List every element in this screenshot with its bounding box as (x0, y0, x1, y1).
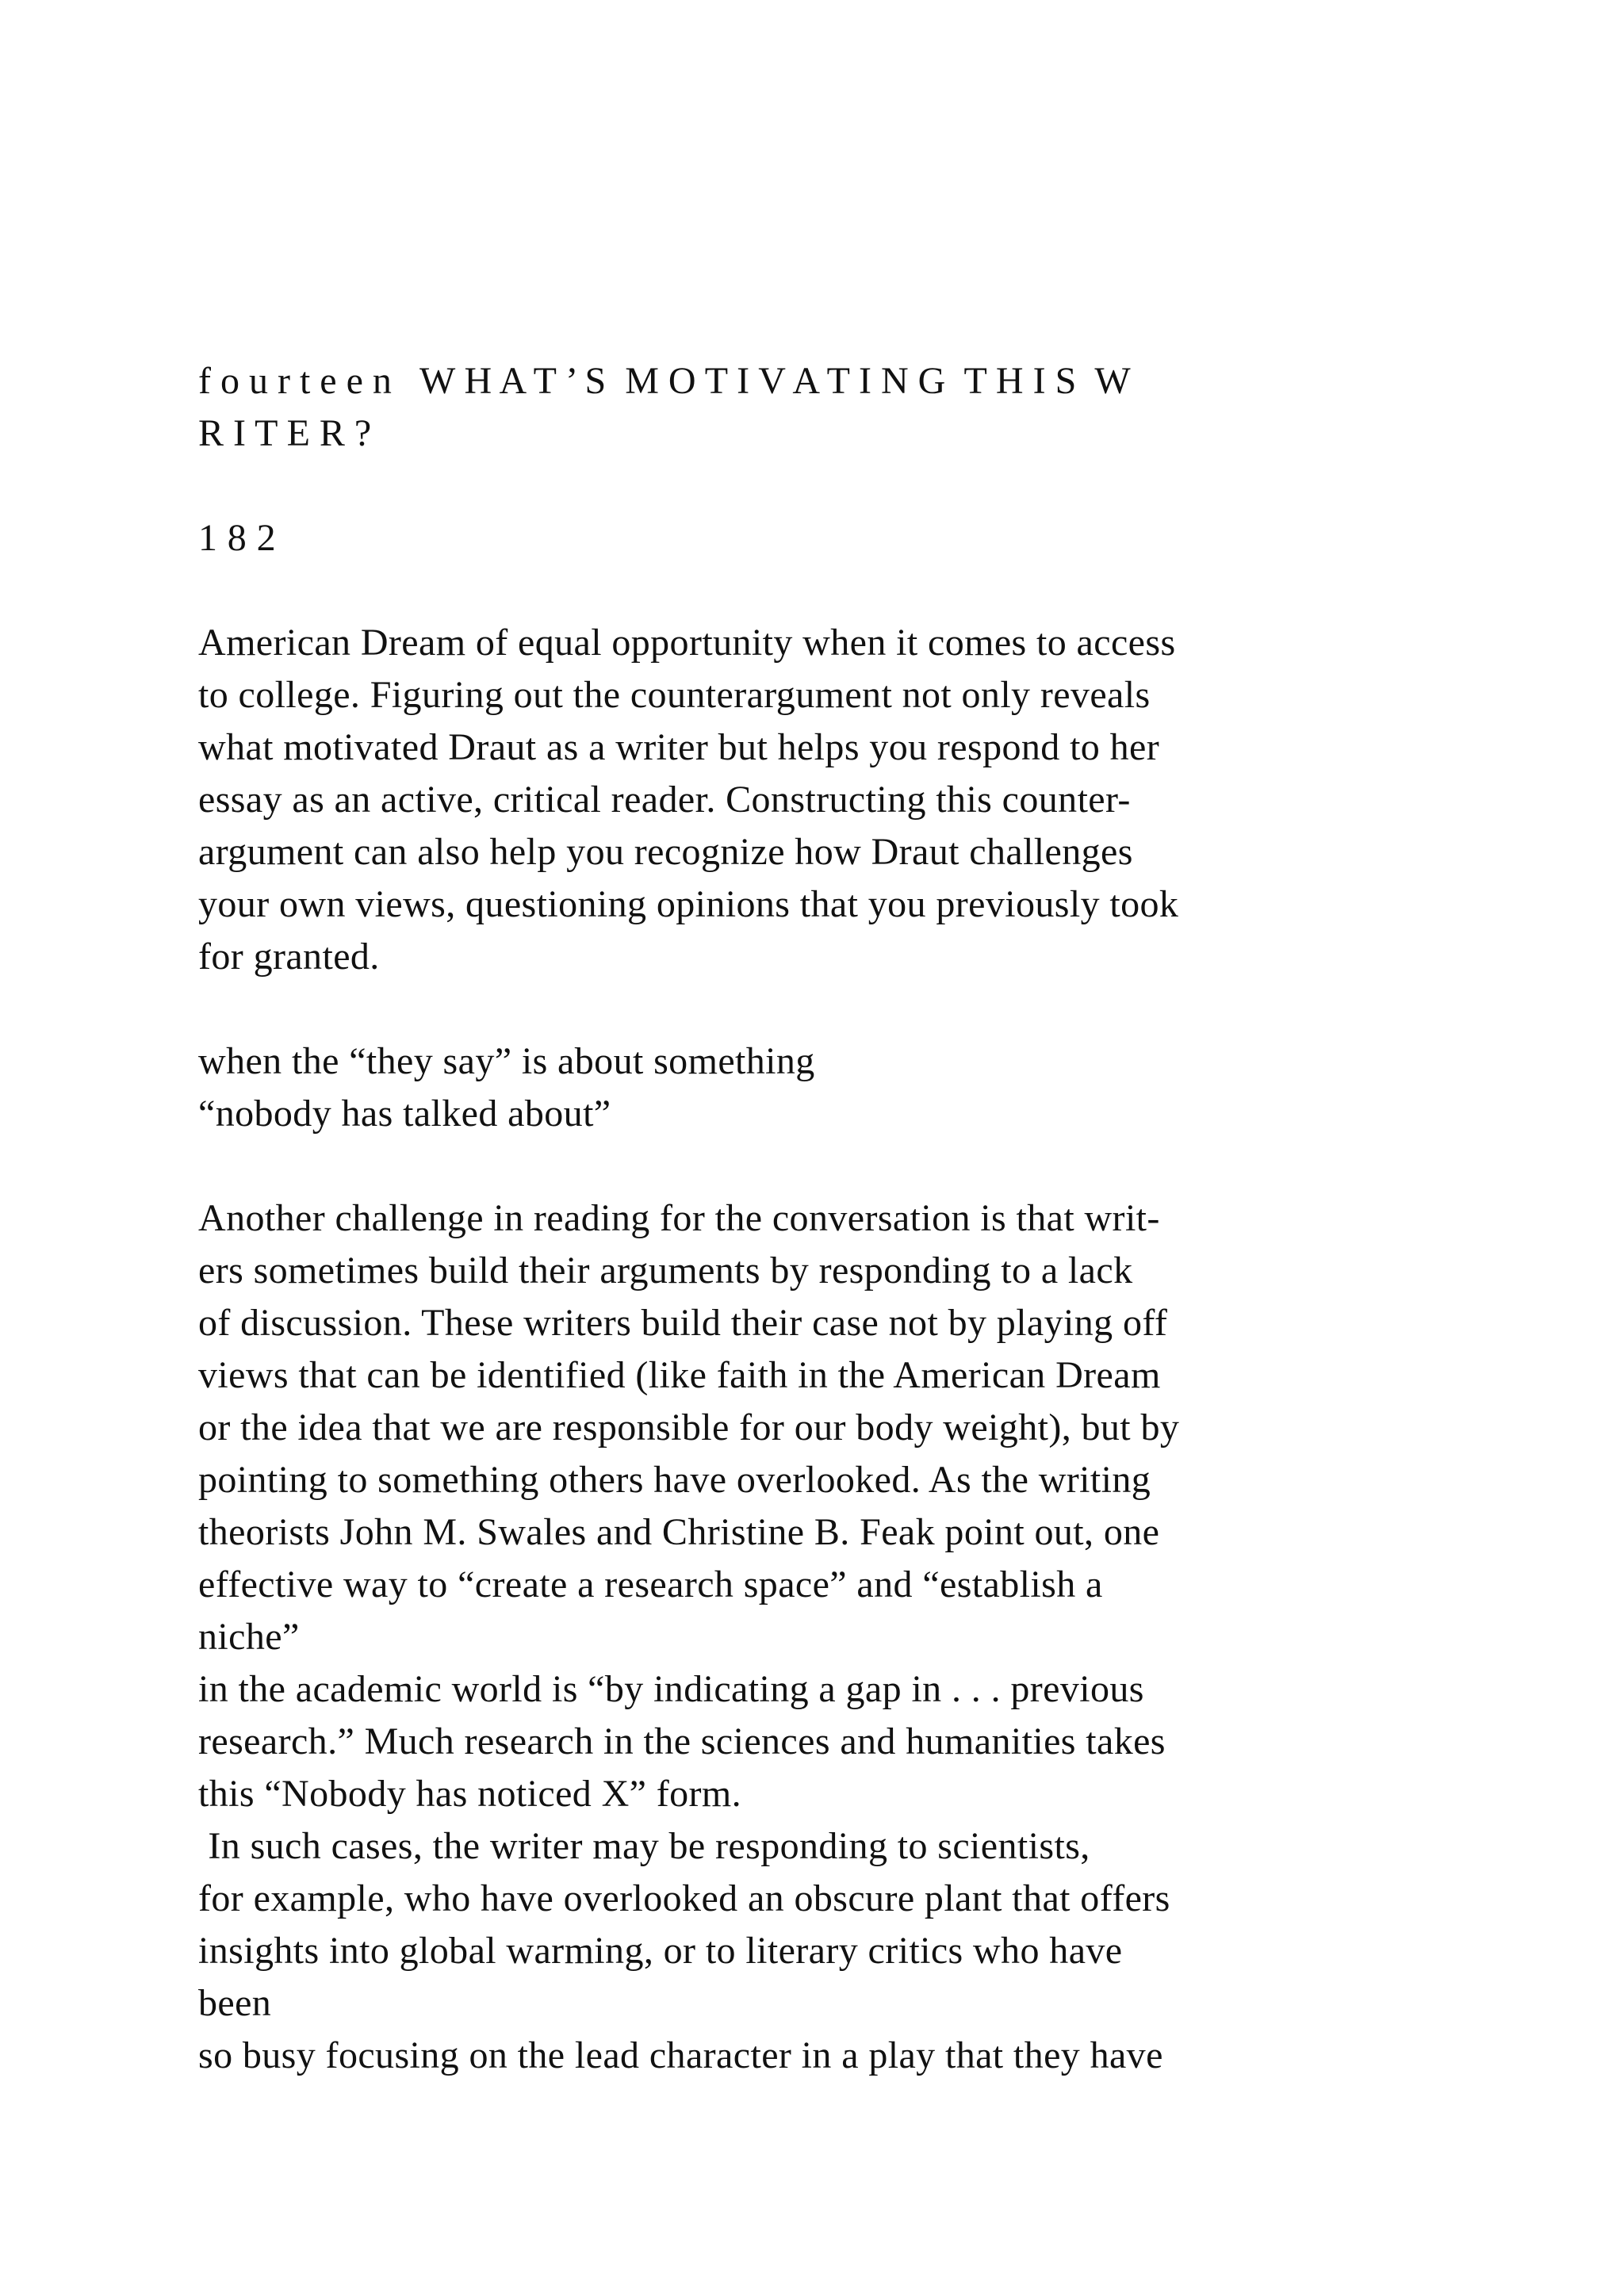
paragraph-1-line: argument can also help you recognize how Draut challenges (198, 831, 1133, 873)
paragraph-2-line: niche” (198, 1616, 300, 1658)
paragraph-2-line: or the idea that we are responsible for our body weight), but by (198, 1406, 1180, 1448)
paragraph-2-line: so busy focusing on the lead character in a play that they have (198, 2034, 1163, 2076)
paragraph-1-line: American Dream of equal opportunity when it comes to access (198, 622, 1176, 664)
paragraph-2-line: theorists John M. Swales and Christine B. Feak point out, one (198, 1511, 1160, 1553)
paragraph-2-line: research.” Much research in the sciences and humanities takes (198, 1720, 1166, 1762)
paragraph-2-line: in the academic world is “by indicating a gap in . . . previous (198, 1668, 1144, 1710)
paragraph-1-line: essay as an active, critical reader. Constructing this counter- (198, 779, 1131, 821)
paragraph-2-line: for example, who have overlooked an obscure plant that offers (198, 1877, 1170, 1919)
chapter-header-line-1: f o u r t e e n W H A T ’ S M O T I V A T I N G T H I S W (198, 360, 1131, 402)
paragraph-1-line: for granted. (198, 936, 380, 978)
paragraph-2-line: views that can be identified (like faith in the American Dream (198, 1354, 1161, 1396)
paragraph-2-line: In such cases, the writer may be responding to scientists, (198, 1825, 1090, 1867)
paragraph-2-line: ers sometimes build their arguments by responding to a lack (198, 1249, 1133, 1292)
chapter-header-line-2: R I T E R ? (198, 412, 372, 454)
paragraph-2-line: effective way to “create a research space” and “establish a (198, 1563, 1103, 1605)
paragraph-2-line: this “Nobody has noticed X” form. (198, 1773, 742, 1815)
paragraph-2-line: been (198, 1982, 272, 2024)
paragraph-2-line: insights into global warming, or to literary critics who have (198, 1930, 1123, 1972)
page-number: 1 8 2 (198, 517, 276, 559)
paragraph-2-line: pointing to something others have overlooked. As the writing (198, 1459, 1151, 1501)
paragraph-1-line: your own views, questioning opinions that you previously took (198, 883, 1179, 925)
subheading-line: “nobody has talked about” (198, 1093, 611, 1135)
paragraph-2-line: of discussion. These writers build their case not by playing off (198, 1302, 1168, 1344)
paragraph-1-line: what motivated Draut as a writer but helps you respond to her (198, 726, 1160, 768)
paragraph-2-line: Another challenge in reading for the conversation is that writ- (198, 1197, 1160, 1239)
paragraph-1-line: to college. Figuring out the counterargument not only reveals (198, 674, 1151, 716)
subheading-line: when the “they say” is about something (198, 1040, 815, 1082)
